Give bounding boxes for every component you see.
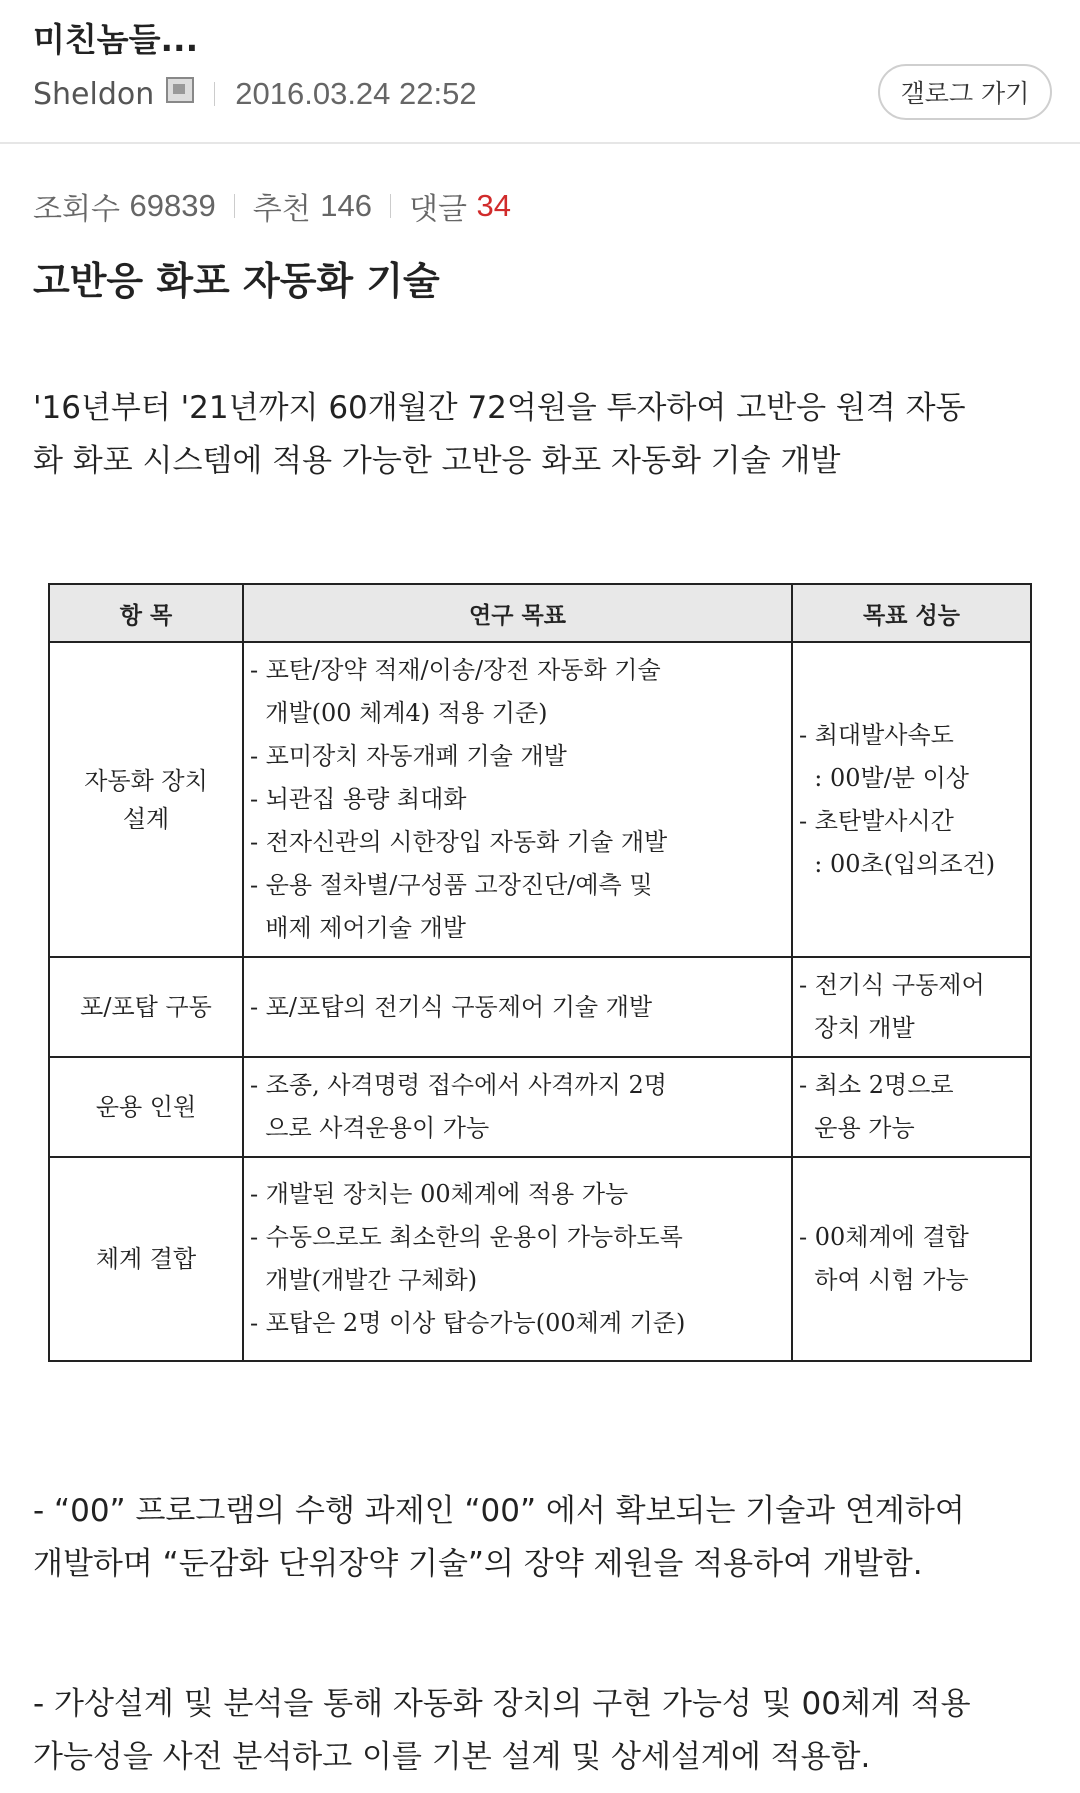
goal-cell [243,1057,792,1157]
table-row [49,957,1031,1057]
cell-line: : 00초(입의조건) [799,849,996,878]
post-datetime: 2016.03.24 22:52 [235,76,477,111]
cell-line: - 최대발사속도 [799,720,954,749]
goal-cell [243,1157,792,1361]
post-meta [33,76,477,112]
table-header-cell: 연구 목표 [243,584,792,642]
cell-line: - 뇌관집 용량 최대화 [250,785,467,813]
table-header-row [49,584,1031,642]
post-header [0,0,1080,144]
paragraph-line: 가능성을 사전 분석하고 이를 기본 설계 및 상세설계에 적용함. [33,1739,871,1775]
category-cell [49,957,243,1057]
recommend-label: 추천 [252,192,311,227]
table-row [49,1057,1031,1157]
category-cell [49,1057,243,1157]
cell-line: 체계 결합 [95,1245,197,1273]
cell-line: - 00체계에 결합 [799,1223,969,1251]
cell-line: 개발(개발간 구체화) [250,1266,478,1294]
cell-line: - 포미장치 자동개폐 기술 개발 [250,742,567,770]
cell-line: : 00발/분 이상 [799,763,969,792]
paragraph-line: '16년부터 '21년까지 60개월간 72억원을 투자하여 고반응 원격 자동 [33,390,966,426]
category-cell [49,642,243,957]
cell-line: - 전자신관의 시한장입 자동화 기술 개발 [250,828,668,856]
divider [390,194,391,218]
comments-count[interactable]: 34 [476,188,511,223]
cell-line: 설계 [122,804,170,833]
cell-line: - 개발된 장치는 00체계에 적용 가능 [250,1180,629,1208]
cell-line: - 수동으로도 최소한의 운용이 가능하도록 [250,1223,683,1251]
cell-line: - 초탄발사시간 [799,806,954,835]
comments-label[interactable]: 댓글 [408,192,467,227]
cell-line: 장치 개발 [799,1014,915,1042]
cell-line: - 최소 2명으로 [799,1071,954,1099]
views-count: 69839 [129,188,216,223]
performance-cell [792,1157,1031,1361]
cell-line: 하여 시험 가능 [799,1266,969,1294]
goal-cell [243,642,792,957]
article-paragraph [33,1678,1053,1784]
table-row [49,642,1031,957]
spec-table [48,583,1032,1362]
cell-line: 배제 제어기술 개발 [250,914,466,942]
article-paragraph [33,1485,1053,1591]
paragraph-line: - “00” 프로그램의 수행 과제인 “00” 에서 확보되는 기술과 연계하여 [33,1493,965,1529]
cell-line: - 전기식 구동제어 [799,971,985,999]
paragraph-line: 개발하며 “둔감화 단위장약 기술”의 장약 제원을 적용하여 개발함. [33,1546,923,1582]
post-stats [33,184,511,228]
cell-line: 포/포탑 구동 [80,993,212,1021]
article-paragraph [33,382,1053,488]
gallog-button[interactable]: 갤로그 가기 [878,64,1052,120]
table-header-cell: 목표 성능 [792,584,1031,642]
cell-line: 개발(00 체계4) 적용 기준) [250,699,548,727]
cell-line: 자동화 장치 [84,766,208,795]
paragraph-line: 화 화포 시스템에 적용 가능한 고반응 화포 자동화 기술 개발 [33,443,841,479]
paragraph-line: - 가상설계 및 분석을 통해 자동화 장치의 구현 가능성 및 00체계 적용 [33,1686,971,1722]
performance-cell [792,1057,1031,1157]
cell-line: - 포탑은 2명 이상 탑승가능(00체계 기준) [250,1309,686,1337]
table-row [49,1157,1031,1361]
divider [214,82,215,106]
cell-line: - 조종, 사격명령 접수에서 사격까지 2명 [250,1071,667,1099]
performance-cell [792,642,1031,957]
cell-line: - 포탄/장약 적재/이송/장전 자동화 기술 [250,656,661,684]
category-cell [49,1157,243,1361]
recommend-count: 146 [320,188,372,223]
cell-line: - 운용 절차별/구성품 고장진단/예측 및 [250,871,653,899]
cell-line: 운용 가능 [799,1114,915,1142]
performance-cell [792,957,1031,1057]
goal-cell [243,957,792,1057]
table-header-cell: 항 목 [49,584,243,642]
article-title: 고반응 화포 자동화 기술 [33,259,440,303]
divider [234,194,235,218]
views-label: 조회수 [33,192,120,227]
gallog-user-icon[interactable] [166,77,194,103]
cell-line: 으로 사격운용이 가능 [250,1114,490,1142]
author-name[interactable]: Sheldon [33,76,155,112]
post-title: 미친놈들... [33,20,199,59]
cell-line: 운용 인원 [95,1093,197,1121]
cell-line: - 포/포탑의 전기식 구동제어 기술 개발 [250,992,653,1021]
